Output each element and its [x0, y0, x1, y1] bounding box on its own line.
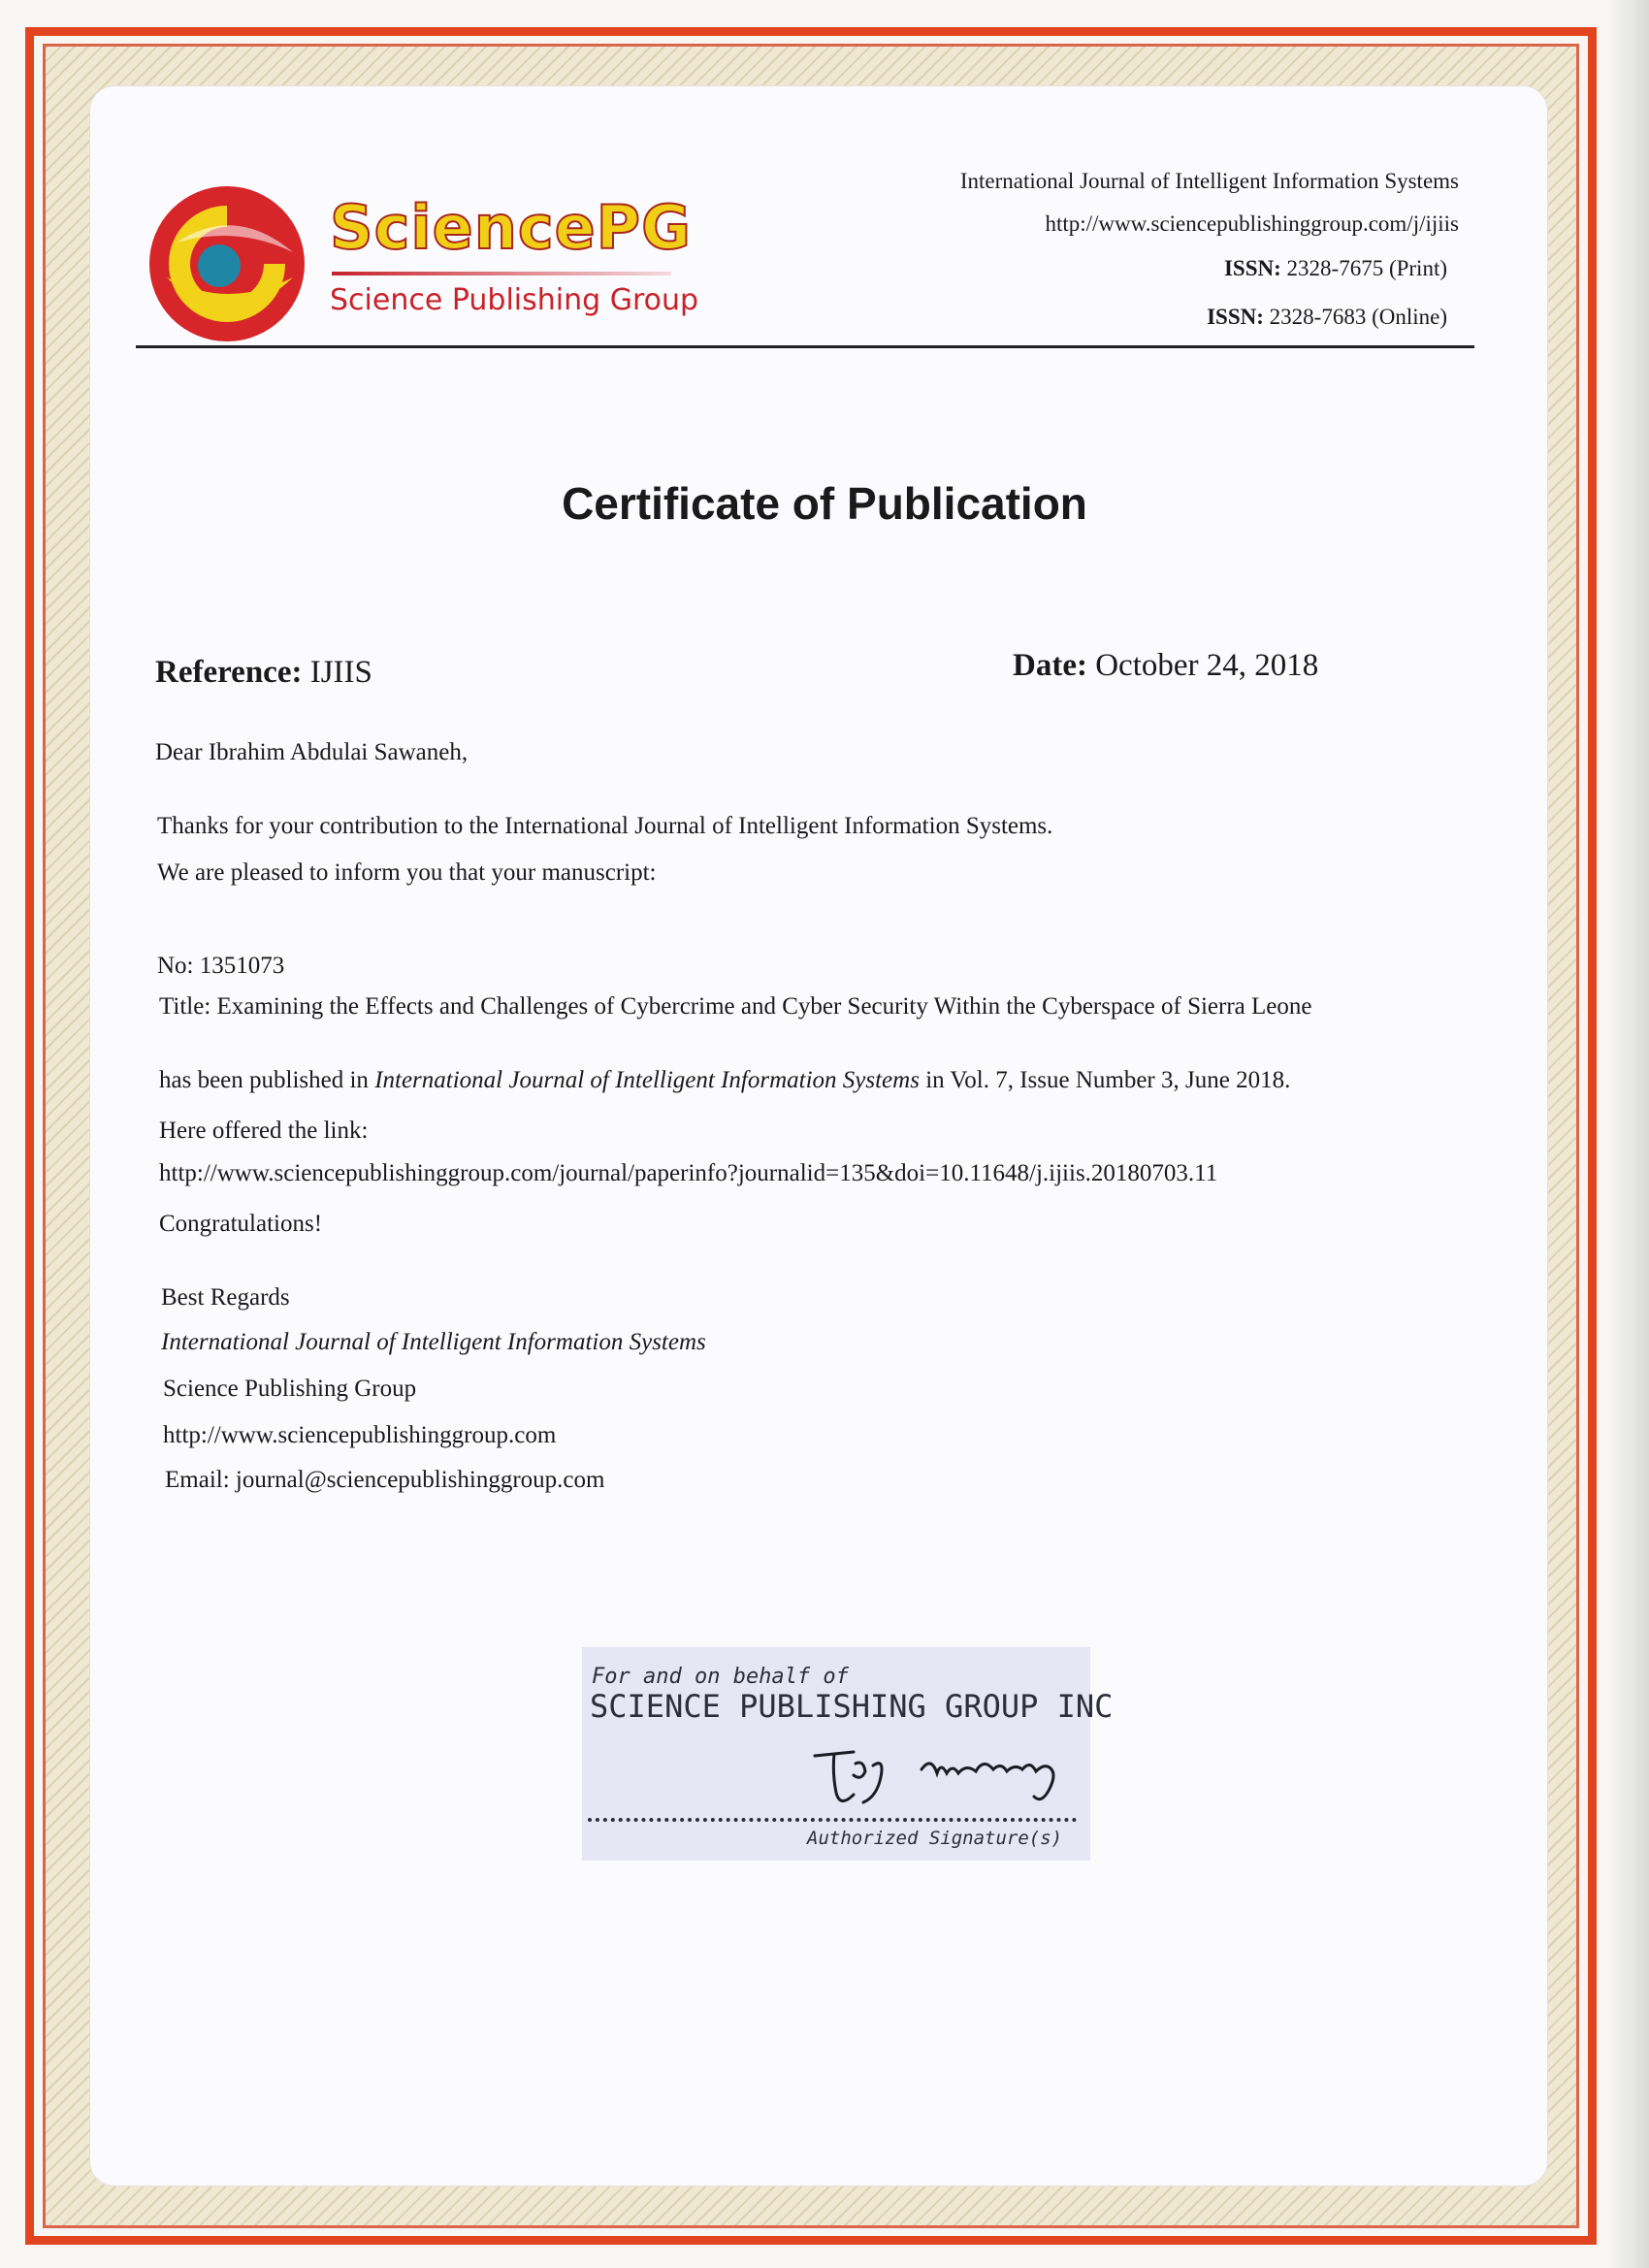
- date-label: Date:: [1013, 648, 1087, 683]
- best-regards: Best Regards: [161, 1284, 290, 1311]
- date-value: October 24, 2018: [1095, 648, 1319, 683]
- handwritten-signature: [795, 1734, 1086, 1812]
- closing-email[interactable]: Email: journal@sciencepublishinggroup.com: [165, 1467, 605, 1493]
- published-line: [159, 1067, 1290, 1094]
- closing-website[interactable]: http://www.sciencepublishinggroup.com: [163, 1422, 557, 1448]
- stamp-on-behalf: For and on behalf of: [592, 1665, 849, 1689]
- reference-value: IJIIS: [309, 655, 372, 690]
- paper-link[interactable]: http://www.sciencepublishinggroup.com/journal/paperinfo?journalid=135&doi=10.11648/j.ijiis.20180703.11: [159, 1160, 1218, 1186]
- inform-line: We are pleased to inform you that your manuscript:: [157, 859, 657, 886]
- manuscript-title: Title: Examining the Effects and Challenges of Cybercrime and Cyber Security Within the Cyberspace of Sierra Leone: [159, 993, 1312, 1020]
- journal-name-header: International Journal of Intelligent Information Systems: [959, 169, 1459, 193]
- issn-online: [1207, 305, 1447, 330]
- certificate-title: Certificate of Publication: [562, 478, 1087, 529]
- date: [1013, 648, 1318, 684]
- publisher-name: Science Publishing Group: [330, 283, 699, 317]
- reference: [155, 655, 372, 691]
- published-journal: International Journal of Intelligent Information Systems: [374, 1067, 920, 1093]
- issn-print-label: ISSN:: [1223, 256, 1281, 280]
- brand-name: SciencePG: [330, 192, 692, 263]
- paper-edge-shadow: [1610, 0, 1649, 2268]
- authorized-signature-label: Authorized Signature(s): [807, 1828, 1063, 1849]
- link-intro: Here offered the link:: [159, 1118, 369, 1144]
- issn-print-value: 2328-7675 (Print): [1286, 256, 1447, 280]
- closing-group: Science Publishing Group: [163, 1376, 417, 1402]
- header-divider: [136, 345, 1474, 348]
- issn-print: [1224, 256, 1447, 281]
- salutation: Dear Ibrahim Abdulai Sawaneh,: [155, 739, 469, 765]
- reference-label: Reference:: [155, 655, 303, 690]
- congratulations: Congratulations!: [159, 1211, 323, 1237]
- published-suffix: in Vol. 7, Issue Number 3, June 2018.: [919, 1067, 1291, 1093]
- brand-underline: [332, 272, 671, 275]
- signature-dotted-line: [588, 1818, 1077, 1822]
- thanks-line: Thanks for your contribution to the International Journal of Intelligent Information Systems.: [157, 813, 1053, 839]
- issn-online-value: 2328-7683 (Online): [1269, 305, 1447, 329]
- stamp-company: SCIENCE PUBLISHING GROUP INC: [590, 1688, 1114, 1725]
- closing-journal: International Journal of Intelligent Information Systems: [161, 1329, 706, 1355]
- published-prefix: has been published in: [159, 1067, 375, 1093]
- sciencepg-logo-icon: [147, 184, 307, 343]
- issn-online-label: ISSN:: [1207, 305, 1264, 329]
- manuscript-number: No: 1351073: [157, 953, 285, 979]
- journal-url-header: http://www.sciencepublishinggroup.com/j/ijiis: [1045, 211, 1459, 236]
